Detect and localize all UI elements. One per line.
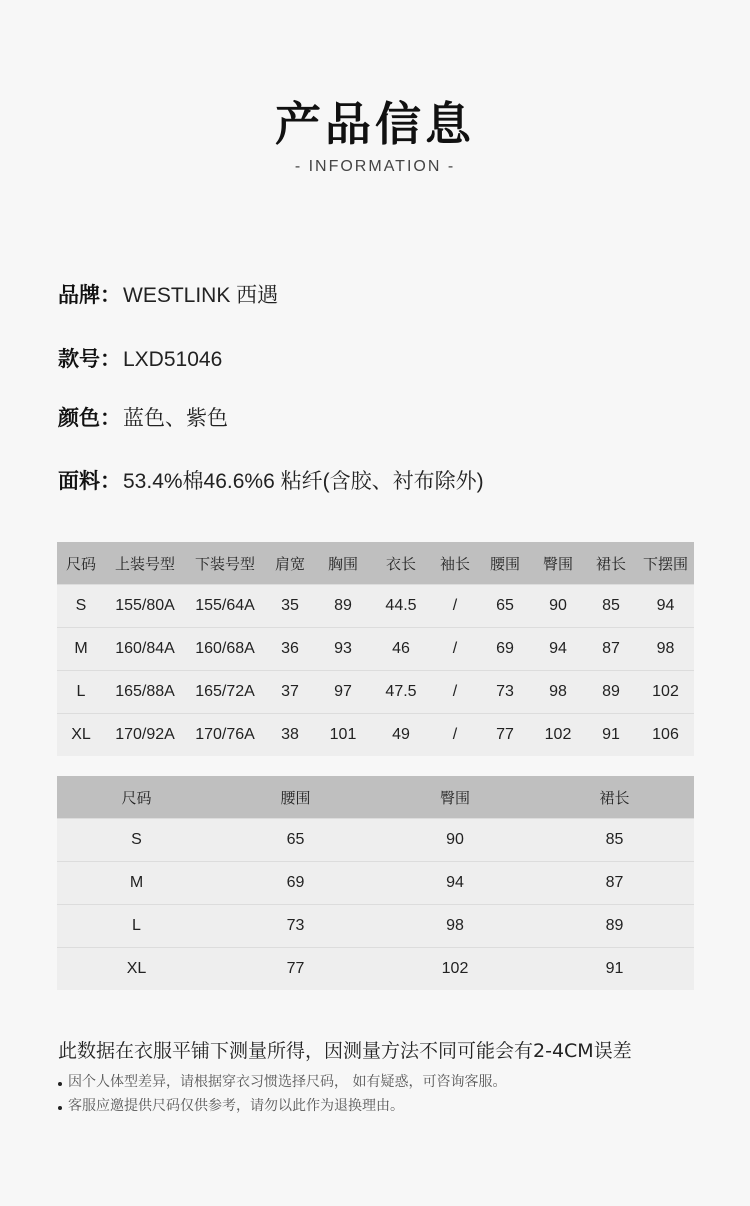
table-cell: 73	[479, 671, 531, 714]
table-cell: M	[57, 862, 216, 905]
table-cell: 91	[585, 714, 637, 757]
col-header: 腰围	[479, 542, 531, 585]
table-cell: 36	[265, 628, 315, 671]
col-header: 臀围	[375, 776, 535, 819]
table-row	[57, 905, 694, 948]
table-cell: 85	[585, 585, 637, 628]
table-cell: 65	[479, 585, 531, 628]
info-brand-label: 品牌：	[58, 283, 121, 307]
info-style-number-value: LXD51046	[123, 348, 223, 371]
page-subtitle: - INFORMATION -	[294, 158, 456, 175]
info-color	[58, 402, 228, 432]
info-color-value: 蓝色、紫色	[123, 406, 228, 430]
page-title: 产品信息	[275, 97, 475, 151]
table-cell: 89	[535, 905, 694, 948]
col-header: 下摆围	[637, 542, 694, 585]
table-row	[57, 714, 694, 757]
table-header-row	[57, 776, 694, 819]
note-bullet	[58, 1095, 404, 1115]
table-row	[57, 862, 694, 905]
table-cell: XL	[57, 714, 105, 757]
table-cell: 93	[315, 628, 371, 671]
col-header: 衣长	[371, 542, 431, 585]
table-cell: 77	[479, 714, 531, 757]
info-fabric-value: 53.4%棉46.6%6 粘纤(含胶、衬布除外)	[123, 470, 484, 493]
table-cell: 87	[585, 628, 637, 671]
col-header: 裙长	[535, 776, 694, 819]
note-bullet-text: 因个人体型差异，请根据穿衣习惯选择尺码， 如有疑惑，可咨询客服。	[68, 1074, 507, 1090]
info-fabric-label: 面料：	[58, 469, 121, 493]
table-cell: 38	[265, 714, 315, 757]
table-cell: XL	[57, 948, 216, 991]
col-header: 臀围	[531, 542, 585, 585]
table-cell: 165/88A	[105, 671, 185, 714]
table-cell: 106	[637, 714, 694, 757]
table-cell: 98	[375, 905, 535, 948]
col-header: 腰围	[216, 776, 375, 819]
bullet-dot-icon	[58, 1082, 62, 1086]
note-bullet	[58, 1071, 506, 1091]
table-cell: S	[57, 585, 105, 628]
table-cell: 165/72A	[185, 671, 265, 714]
table-cell: 37	[265, 671, 315, 714]
table-cell: 101	[315, 714, 371, 757]
info-brand	[58, 279, 278, 309]
size-table-skirt	[57, 776, 694, 990]
col-header: 尺码	[57, 542, 105, 585]
table-cell: 102	[637, 671, 694, 714]
table-header-row	[57, 542, 694, 585]
table-cell: /	[431, 714, 479, 757]
table-cell: L	[57, 905, 216, 948]
col-header: 下装号型	[185, 542, 265, 585]
table-cell: 94	[375, 862, 535, 905]
table-cell: L	[57, 671, 105, 714]
table-cell: 170/92A	[105, 714, 185, 757]
table-cell: 160/68A	[185, 628, 265, 671]
info-color-label: 颜色：	[58, 406, 121, 430]
table-cell: 94	[531, 628, 585, 671]
table-cell: 69	[479, 628, 531, 671]
table-row	[57, 819, 694, 862]
table-cell: 49	[371, 714, 431, 757]
table-cell: S	[57, 819, 216, 862]
col-header: 裙长	[585, 542, 637, 585]
table-cell: 102	[531, 714, 585, 757]
info-fabric	[58, 465, 484, 495]
table-cell: 155/80A	[105, 585, 185, 628]
info-brand-value: WESTLINK 西遇	[123, 284, 279, 307]
col-header: 尺码	[57, 776, 216, 819]
table-cell: 87	[535, 862, 694, 905]
table-cell: 160/84A	[105, 628, 185, 671]
table-row	[57, 628, 694, 671]
table-cell: 46	[371, 628, 431, 671]
table-cell: 89	[315, 585, 371, 628]
info-style-number-label: 款号：	[58, 347, 121, 371]
table-cell: 77	[216, 948, 375, 991]
table-cell: 73	[216, 905, 375, 948]
table-cell: 44.5	[371, 585, 431, 628]
table-cell: 47.5	[371, 671, 431, 714]
note-bullet-text: 客服应邀提供尺码仅供参考，请勿以此作为退换理由。	[68, 1098, 404, 1114]
table-cell: 85	[535, 819, 694, 862]
info-style-number	[58, 343, 222, 373]
col-header: 上装号型	[105, 542, 185, 585]
table-row	[57, 671, 694, 714]
table-cell: 91	[535, 948, 694, 991]
table-cell: 89	[585, 671, 637, 714]
size-table-full	[57, 542, 694, 756]
table-row	[57, 948, 694, 991]
table-cell: /	[431, 671, 479, 714]
table-cell: 170/76A	[185, 714, 265, 757]
table-cell: 94	[637, 585, 694, 628]
table-cell: 35	[265, 585, 315, 628]
table-cell: M	[57, 628, 105, 671]
col-header: 袖长	[431, 542, 479, 585]
measurement-note: 此数据在衣服平铺下测量所得，因测量方法不同可能会有2-4CM误差	[58, 1040, 632, 1062]
table-cell: 65	[216, 819, 375, 862]
table-cell: 102	[375, 948, 535, 991]
table-cell: 90	[375, 819, 535, 862]
table-cell: 69	[216, 862, 375, 905]
table-cell: 97	[315, 671, 371, 714]
bullet-dot-icon	[58, 1106, 62, 1110]
col-header: 胸围	[315, 542, 371, 585]
table-cell: 155/64A	[185, 585, 265, 628]
table-row	[57, 585, 694, 628]
table-cell: /	[431, 585, 479, 628]
col-header: 肩宽	[265, 542, 315, 585]
table-cell: 98	[637, 628, 694, 671]
table-cell: 90	[531, 585, 585, 628]
table-cell: /	[431, 628, 479, 671]
table-cell: 98	[531, 671, 585, 714]
